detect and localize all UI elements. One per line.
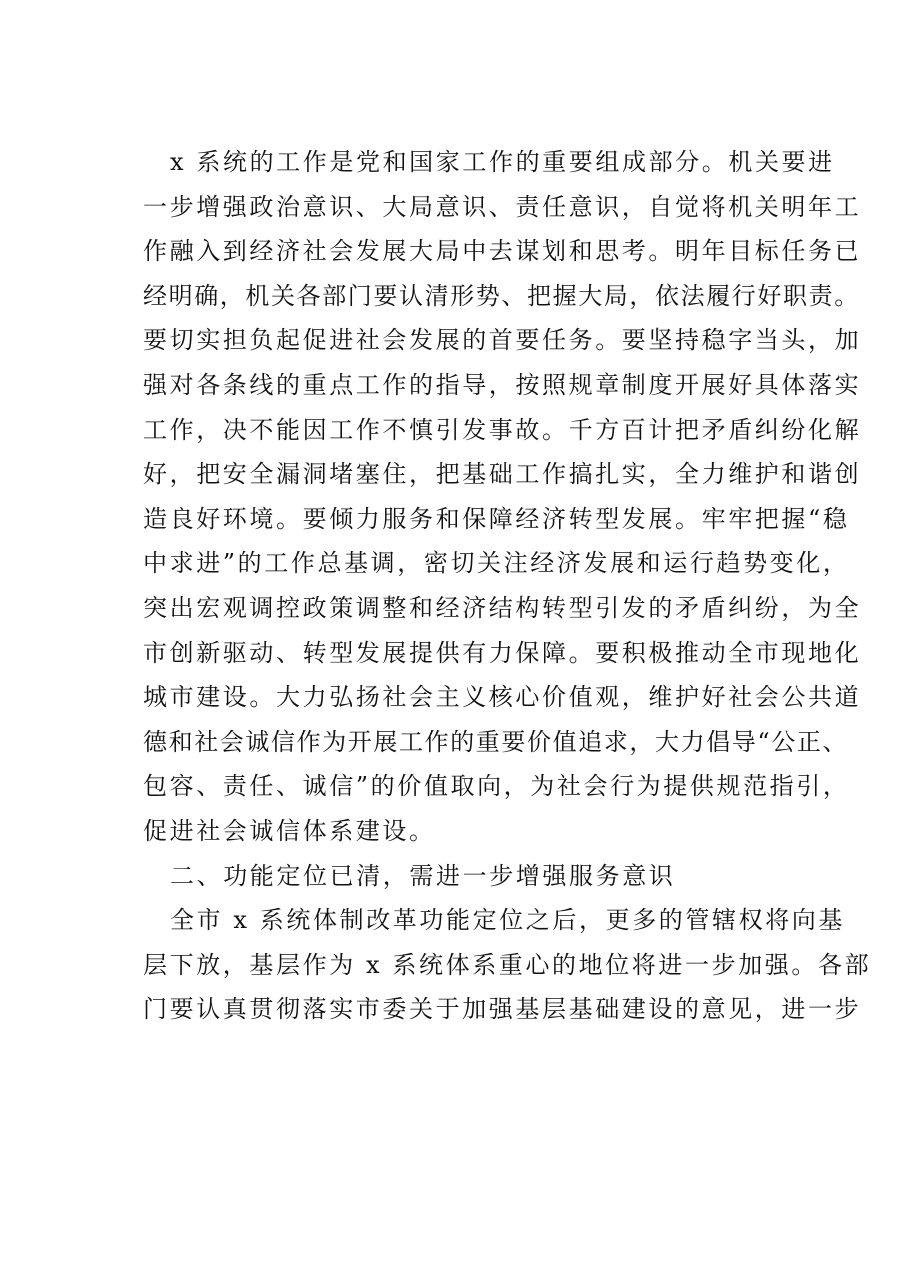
- section-heading-2: 二、功能定位已清，需进一步增强服务意识: [170, 861, 676, 890]
- paragraph-1-line-12: 市创新驱动、转型发展提供有力保障。要积极推动全市现地化: [143, 638, 862, 667]
- paragraph-1-line-9: 造良好环境。要倾力服务和保障经济转型发展。牢牢把握“稳: [143, 504, 850, 533]
- paragraph-1-line-7: 工作，决不能因工作不慎引发事故。千方百计把矛盾纠纷化解: [143, 415, 862, 444]
- paragraph-1-line-13: 城市建设。大力弘扬社会主义核心价值观，维护好社会公共道: [143, 683, 862, 712]
- paragraph-2-line-1: 全市 x 系统体制改革功能定位之后，更多的管辖权将向基: [170, 906, 845, 935]
- paragraph-1-line-11: 突出宏观调控政策调整和经济结构转型引发的矛盾纠纷，为全: [143, 593, 862, 622]
- paragraph-2-line-2: 层下放，基层作为 x 系统体系重心的地位将进一步加强。各部: [143, 950, 872, 979]
- paragraph-1-line-5: 要切实担负起促进社会发展的首要任务。要坚持稳字当头，加: [143, 326, 862, 355]
- paragraph-1-line-6: 强对各条线的重点工作的指导，按照规章制度开展好具体落实: [143, 370, 862, 399]
- paragraph-1-line-8: 好，把安全漏洞堵塞住，把基础工作搞扎实，全力维护和谐创: [143, 460, 862, 489]
- paragraph-1-line-1: x 系统的工作是党和国家工作的重要组成部分。机关要进: [170, 148, 835, 176]
- paragraph-1-line-3: 作融入到经济社会发展大局中去谋划和思考。明年目标任务已: [143, 237, 862, 266]
- paragraph-2-line-3: 门要认真贯彻落实市委关于加强基层基础建设的意见，进一步: [143, 995, 862, 1024]
- paragraph-1-line-16: 促进社会诚信体系建设。: [143, 816, 436, 845]
- paragraph-1-line-10: 中求进”的工作总基调，密切关注经济发展和运行趋势变化，: [143, 549, 850, 578]
- paragraph-1-line-15: 包容、责任、诚信”的价值取向，为社会行为提供规范指引，: [143, 772, 850, 801]
- paragraph-1-line-2: 一步增强政治意识、大局意识、责任意识，自觉将机关明年工: [143, 192, 862, 221]
- paragraph-1-line-14: 德和社会诚信作为开展工作的重要价值追求，大力倡导“公正、: [143, 727, 849, 756]
- paragraph-1-line-4: 经明确，机关各部门要认清形势、把握大局，依法履行好职责。: [143, 281, 860, 310]
- document-body: [143, 140, 872, 1032]
